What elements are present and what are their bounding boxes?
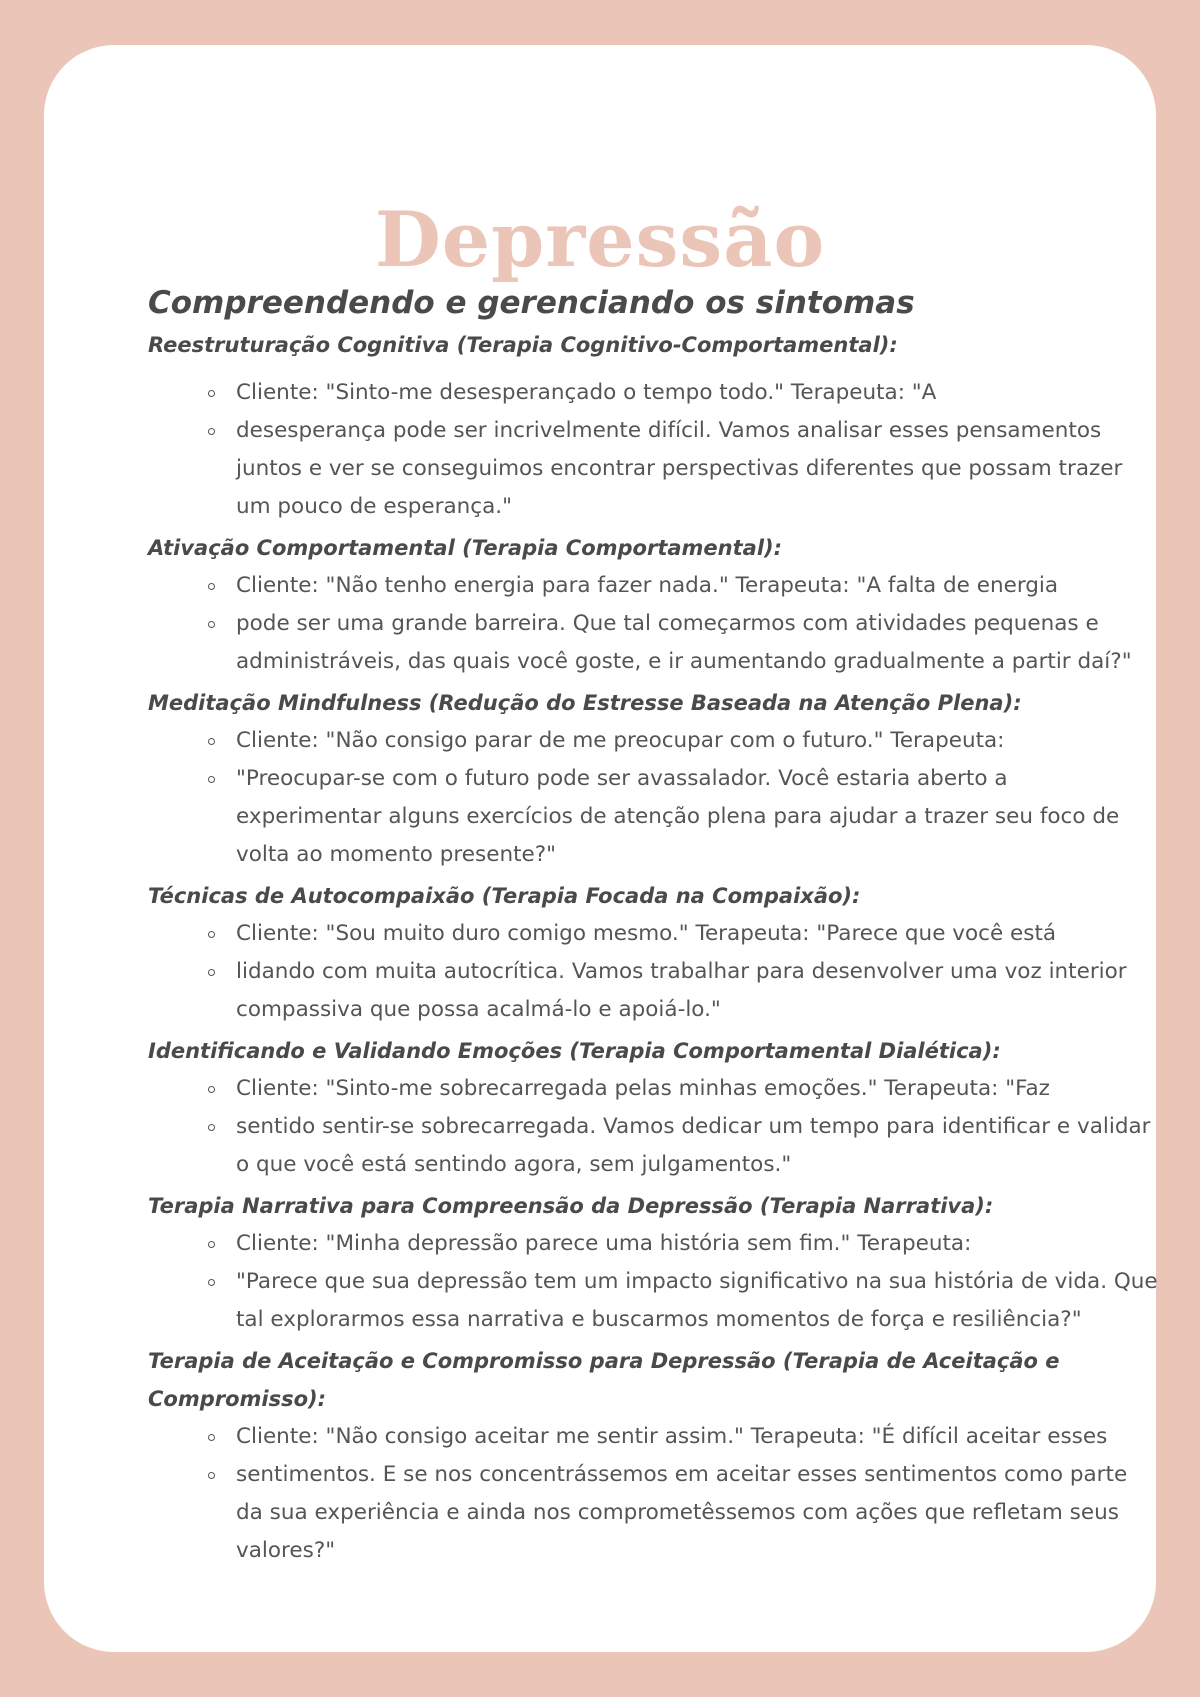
- item-text: Cliente: "Não tenho energia para fazer nada." Terapeuta: "A falta de energia: [236, 573, 1059, 598]
- bullet-icon: [208, 1472, 215, 1479]
- dialogue-list: [148, 1070, 1158, 1184]
- item-text: desesperança pode ser incrivelmente difícil. Vamos analisar esses pensamentos juntos e ver se conseguimos encontrar perspectivas diferentes que possam trazer um pouco de esperança.": [236, 418, 1123, 519]
- dialogue-list: [148, 915, 1158, 1029]
- section-narrative-therapy: [148, 1187, 1158, 1339]
- bullet-icon: [208, 1086, 215, 1093]
- list-item: [148, 1418, 1158, 1456]
- item-text: Cliente: "Não consigo parar de me preocupar com o futuro." Terapeuta:: [236, 728, 1005, 753]
- page-subtitle: Compreendendo e gerenciando os sintomas: [148, 285, 915, 321]
- list-item: [148, 567, 1158, 605]
- item-text: Cliente: "Não consigo aceitar me sentir assim." Terapeuta: "É difícil aceitar esses: [236, 1424, 1108, 1449]
- list-item: [148, 722, 1158, 760]
- bullet-icon: [208, 428, 215, 435]
- list-item: [148, 374, 1158, 412]
- list-item: [148, 1263, 1158, 1339]
- section-heading: Terapia Narrativa para Compreensão da Depressão (Terapia Narrativa):: [148, 1194, 994, 1218]
- item-text: Cliente: "Sinto-me desesperançado o tempo todo." Terapeuta: "A: [236, 380, 937, 405]
- bullet-icon: [208, 621, 215, 628]
- section-heading: Meditação Mindfulness (Redução do Estresse Baseada na Atenção Plena):: [148, 691, 1022, 715]
- dialogue-list: [148, 722, 1158, 874]
- section-mindfulness-meditation: [148, 684, 1158, 874]
- section-behavioral-activation: [148, 529, 1158, 681]
- bullet-icon: [208, 1434, 215, 1441]
- page-card: [44, 45, 1156, 1652]
- section-heading: Reestruturação Cognitiva (Terapia Cognitivo-Comportamental):: [148, 333, 898, 357]
- section-heading: Identificando e Validando Emoções (Terapia Comportamental Dialética):: [148, 1039, 1001, 1063]
- bullet-icon: [208, 1241, 215, 1248]
- section-emotion-validation: [148, 1032, 1158, 1184]
- list-item: [148, 1108, 1158, 1184]
- bullet-icon: [208, 969, 215, 976]
- item-text: Cliente: "Sinto-me sobrecarregada pelas minhas emoções." Terapeuta: "Faz: [236, 1076, 1050, 1101]
- bullet-icon: [208, 1279, 215, 1286]
- section-heading: Terapia de Aceitação e Compromisso para Depressão (Terapia de Aceitação e Compromisso):: [148, 1349, 1060, 1411]
- dialogue-list: [148, 567, 1158, 681]
- section-cognitive-restructuring: [148, 326, 1158, 526]
- section-acceptance-commitment: [148, 1342, 1158, 1570]
- dialogue-list: [148, 1418, 1158, 1570]
- item-text: lidando com muita autocrítica. Vamos trabalhar para desenvolver uma voz interior compassiva que possa acalmá-lo e apoiá-lo.": [236, 959, 1127, 1022]
- item-text: sentido sentir-se sobrecarregada. Vamos dedicar um tempo para identificar e validar o que você está sentindo agora, sem julgamentos.": [236, 1114, 1151, 1177]
- bullet-icon: [208, 583, 215, 590]
- bullet-icon: [208, 931, 215, 938]
- item-text: pode ser uma grande barreira. Que tal começarmos com atividades pequenas e administráveis, das quais você goste, e ir aumentando gradualmente a partir daí?": [236, 611, 1132, 674]
- dialogue-list: [148, 1225, 1158, 1339]
- list-item: [148, 1456, 1158, 1570]
- item-text: Cliente: "Sou muito duro comigo mesmo." Terapeuta: "Parece que você está: [236, 921, 1057, 946]
- list-item: [148, 1225, 1158, 1263]
- list-item: [148, 760, 1158, 874]
- list-item: [148, 412, 1158, 526]
- list-item: [148, 915, 1158, 953]
- list-item: [148, 953, 1158, 1029]
- item-text: sentimentos. E se nos concentrássemos em aceitar esses sentimentos como parte da sua experiência e ainda nos comprometêssemos com ações que refletam seus valores?": [236, 1462, 1128, 1563]
- list-item: [148, 1070, 1158, 1108]
- bullet-icon: [208, 738, 215, 745]
- dialogue-list: [148, 374, 1158, 526]
- bullet-icon: [208, 776, 215, 783]
- content: [148, 326, 1158, 1570]
- bullet-icon: [208, 390, 215, 397]
- section-heading: Ativação Comportamental (Terapia Comportamental):: [148, 536, 783, 560]
- section-heading: Técnicas de Autocompaixão (Terapia Focada na Compaixão):: [148, 884, 861, 908]
- section-self-compassion: [148, 877, 1158, 1029]
- list-item: [148, 605, 1158, 681]
- item-text: "Preocupar-se com o futuro pode ser avassalador. Você estaria aberto a experimentar alguns exercícios de atenção plena para ajudar a trazer seu foco de volta ao momento presente?": [236, 766, 1120, 867]
- bullet-icon: [208, 1124, 215, 1131]
- page-title: Depressão: [374, 195, 826, 284]
- item-text: "Parece que sua depressão tem um impacto significativo na sua história de vida. Que tal explorarmos essa narrativa e buscarmos momentos de força e resiliência?": [236, 1269, 1158, 1332]
- item-text: Cliente: "Minha depressão parece uma história sem fim." Terapeuta:: [236, 1231, 972, 1256]
